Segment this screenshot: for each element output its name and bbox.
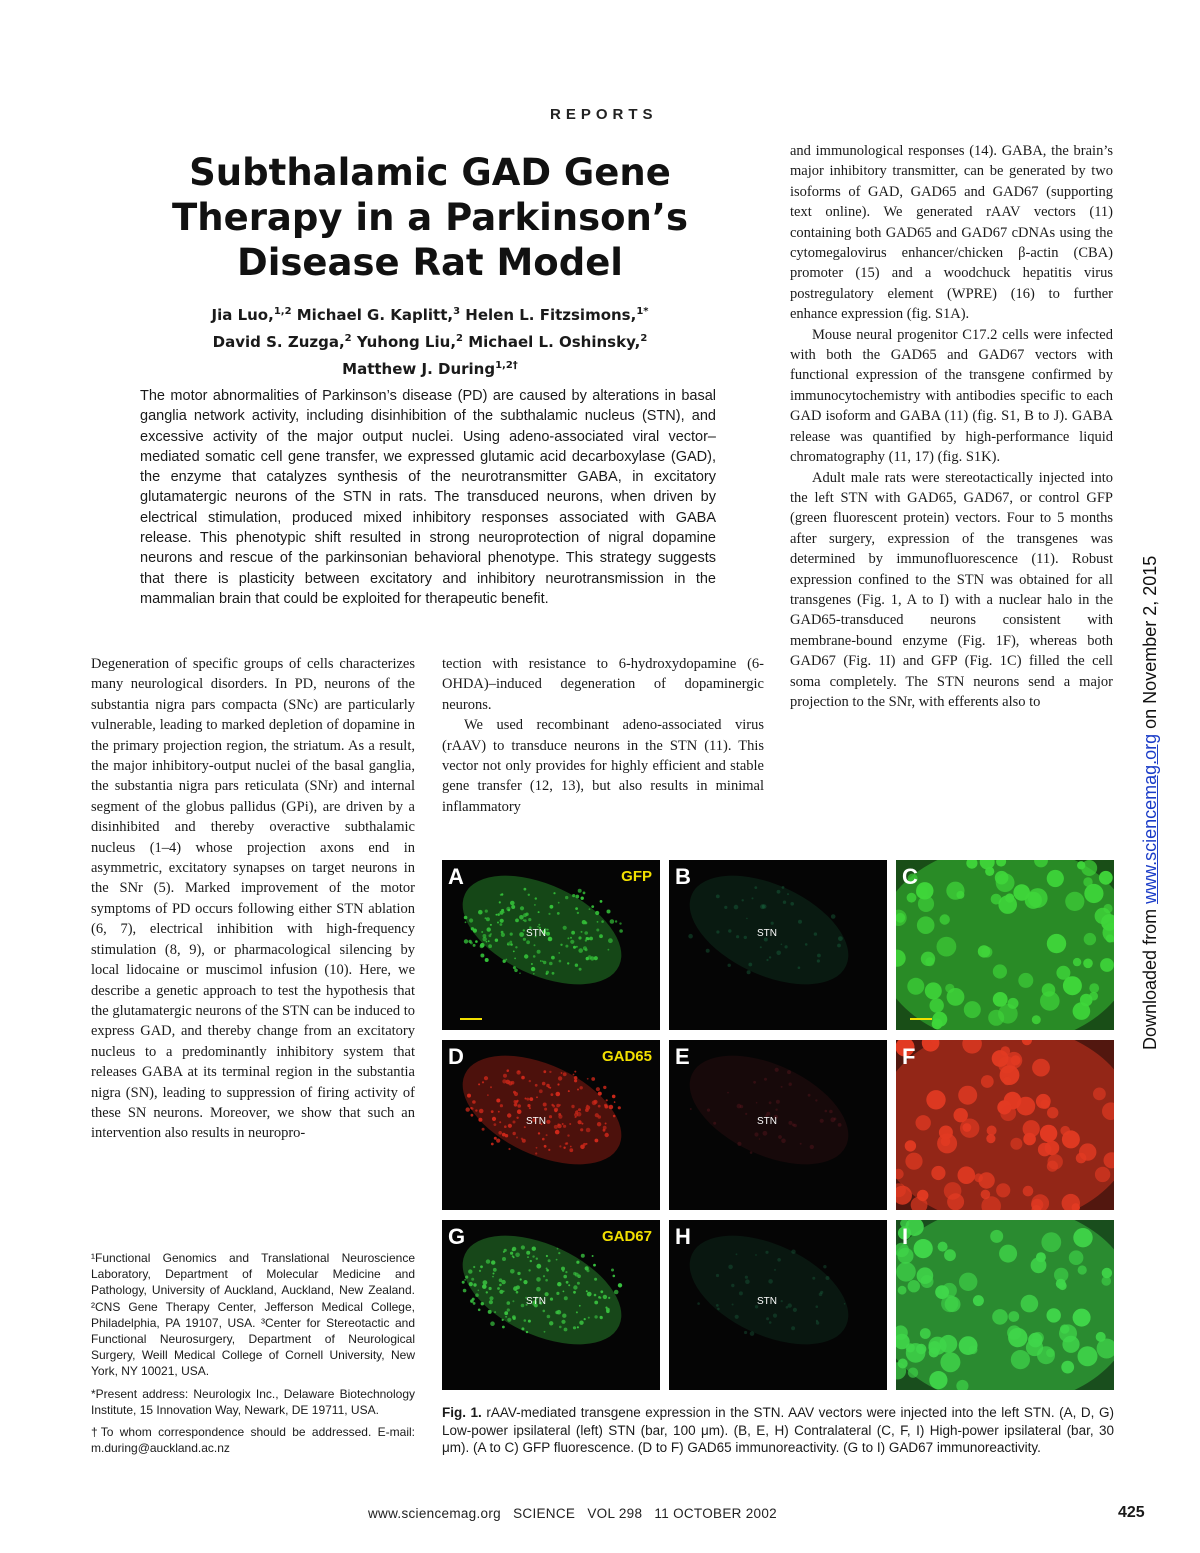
author-affil: 2 (456, 333, 463, 344)
author-affil: 1,2† (495, 360, 518, 371)
panel-label: C (902, 864, 918, 889)
author-name: Michael L. Oshinsky, (462, 333, 641, 351)
author-name: Michael G. Kaplitt, (291, 306, 454, 324)
micrograph-image (442, 860, 660, 1030)
scale-bar (910, 1018, 932, 1020)
panel-label: G (448, 1224, 466, 1249)
panel-label: I (902, 1224, 909, 1249)
panel-label: A (448, 864, 464, 889)
panel-marker-label: GFP (621, 868, 652, 885)
body-paragraph: Mouse neural progenitor C17.2 cells were infected with both the GAD65 and GAD67 vectors with functional expression of the transgene confirmed by immunocytochemistry with antibodies specific to each GAD isoform and GABA (11) (fig. S1, B to J). GABA release was quantified by high-performance liquid chromatography (11, 17) (fig. S1K). (790, 326, 1113, 466)
figure-panel-e (669, 1040, 887, 1210)
present-address: *Present address: Neurologix Inc., Delaware Biotechnology Institute, 15 Innovation Way, Newark, DE 19711, USA. (91, 1386, 415, 1417)
body-paragraph: Degeneration of specific groups of cells characterizes many neurological disorders. In PD, neurons of the substantia nigra pars compacta (SNc) are particularly vulnerable, leading to marked depletion of dopamine in the primary projection region, the striatum. As a result, the major inhibitory-output nuclei of the basal ganglia, the substantia nigra pars reticulata (SNr) and internal segment of the globus pallidus (GPi), are driven by a disinhibited and thereby overactive subthalamic nucleus (1–4) whose projection axons end in asymmetric, excitatory synapses on target neurons in the SNr (5). Marked improvement of the motor symptoms of PD occurs following either STN ablation (6, 7), electrical inhibition with high-frequency stimulation (8, 9), or pharmacological silencing by local lidocaine or muscimol infusion (10). Here, we describe a genetic approach to test the hypothesis that the glutamatergic neurons of the STN can be induced to express GAD, and thereby change from an excitatory nucleus to a predominantly inhibitory system that releases GABA at its terminal region in the substantia nigra (SN), leading to suppression of firing activity of these SN neurons. Moreover, we show that such an intervention also results in neuropro- (91, 656, 415, 1142)
panel-label: D (448, 1044, 464, 1069)
author-name: Matthew J. During (342, 360, 496, 378)
panel-label: F (902, 1044, 916, 1069)
figure-panel-b (669, 860, 887, 1030)
affiliations (91, 1250, 415, 1462)
figure-panel-d (442, 1040, 660, 1210)
micrograph-image (669, 860, 887, 1030)
body-paragraph: Adult male rats were stereotactically injected into the left STN with GAD65, GAD67, or control GFP (green fluorescent protein) vectors. Four to 5 months after surgery, expression of the transgenes was determined by immunofluorescence (11). Robust expression confined to the STN was obtained for all transgenes (Fig. 1, A to I) with a nuclear halo in the GAD65-transduced neurons consistent with membrane-bound enzyme (Fig. 1F), whereas both GAD67 (Fig. 1I) and GFP (Fig. 1C) filled the cell soma completely. The STN neurons send a major projection to the SNr, with efferents also to (790, 469, 1113, 710)
micrograph-image (896, 860, 1114, 1030)
stn-label: STN (757, 1116, 777, 1127)
caption-label: Fig. 1. (442, 1405, 482, 1420)
author-affil: 2 (640, 333, 648, 344)
source-link[interactable]: www.sciencemag.org (1140, 733, 1160, 904)
body-column-2 (442, 654, 764, 817)
stn-label: STN (757, 928, 777, 939)
micrograph-image (669, 1220, 887, 1390)
author-name: Jia Luo, (211, 306, 274, 324)
figure-caption (442, 1404, 1114, 1457)
figure-panel-g (442, 1220, 660, 1390)
author-name: David S. Zuzga, (212, 333, 345, 351)
abstract: The motor abnormalities of Parkinson’s disease (PD) are caused by alterations in basal ganglia network activity, including disinhibition of the subthalamic nucleus (STN), and excessive activity of the major output nuclei. Using adeno-associated viral vector–mediated somatic cell gene transfer, we expressed glutamic acid decarboxylase (GAD), the enzyme that catalyzes synthesis of the neurotransmitter GABA, in excitatory glutamatergic neurons of the STN in rats. The transduced neurons, when driven by electrical stimulation, produced mixed inhibitory responses associated with GABA release. This phenotypic shift resulted in strong neuroprotection of nigral dopamine neurons and rescue of the parkinsonian behavioral phenotype. This strategy suggests that there is plasticity between excitatory and inhibitory neurotransmission in the mammalian brain that could be exploited for therapeutic benefit. (140, 388, 716, 607)
panel-label: H (675, 1224, 691, 1249)
micrograph-image (442, 1220, 660, 1390)
author-affil: 2 (344, 333, 352, 344)
stn-label: STN (526, 1116, 546, 1127)
article-title: Subthalamic GAD Gene Therapy in a Parkinson’s Disease Rat Model (172, 151, 688, 284)
download-notice (1140, 556, 1161, 1050)
body-paragraph: We used recombinant adeno-associated virus (rAAV) to transduce neurons in the STN (11). This vector not only provides for highly efficient and stable gene transfer (12, 13), but also results in minimal inflammatory (442, 717, 764, 815)
author-affil: 1* (636, 306, 649, 317)
body-column-3 (790, 141, 1113, 712)
author-affil: 1,2 (273, 306, 292, 317)
caption-text: rAAV-mediated transgene expression in the STN. AAV vectors were injected into the left STN. (A, D, G) Low-power ipsilateral (left) STN (bar, 100 μm). (B, E, H) Contralateral (C, F, I) High-power ipsilateral (bar, 30 μm). (A to C) GFP fluorescence. (D to F) GAD65 immunoreactivity. (G to I) GAD67 immunoreactivity. (442, 1405, 1114, 1456)
author-affil: 3 (453, 306, 461, 317)
body-column-1 (91, 654, 415, 1144)
affiliation-text: ¹Functional Genomics and Translational Neuroscience Laboratory, Department of Molecular Medicine and Pathology, University of Auckland, Auckland, New Zealand. ²CNS Gene Therapy Center, Jefferson Medical College, Philadelphia, PA 19107, USA. ³Center for Stereotactic and Functional Neurosurgery, Department of Neurological Surgery, Weill Medical College of Cornell University, New York, NY 10021, USA. (91, 1251, 415, 1379)
figure-panel-h (669, 1220, 887, 1390)
panel-marker-label: GAD65 (601, 1048, 652, 1065)
figure-panel-f (896, 1040, 1114, 1210)
page-number: 425 (1118, 1504, 1145, 1521)
download-notice-prefix: Downloaded from (1140, 903, 1160, 1050)
author-line-1 (130, 300, 730, 327)
micrograph-image (896, 1040, 1114, 1210)
download-notice-suffix: on November 2, 2015 (1140, 555, 1160, 734)
scale-bar (460, 1018, 482, 1020)
figure-panel-c (896, 860, 1114, 1030)
author-line-2 (130, 327, 730, 354)
figure-panel-i (896, 1220, 1114, 1390)
micrograph-image (669, 1040, 887, 1210)
correspondence: †To whom correspondence should be addressed. E-mail: m.during@auckland.ac.nz (91, 1425, 415, 1456)
micrograph-image (442, 1040, 660, 1210)
stn-label: STN (757, 1296, 777, 1307)
author-name: Yuhong Liu, (351, 333, 457, 351)
figure-panel-a (442, 860, 660, 1030)
section-label: REPORTS (550, 106, 658, 123)
stn-label: STN (526, 1296, 546, 1307)
footer-journal-info: www.sciencemag.org SCIENCE VOL 298 11 OCTOBER 2002 (368, 1506, 777, 1521)
panel-label: B (675, 864, 691, 889)
micrograph-image (896, 1220, 1114, 1390)
body-paragraph: tection with resistance to 6-hydroxydopamine (6-OHDA)–induced degeneration of dopaminergic neurons. (442, 656, 764, 713)
stn-label: STN (526, 928, 546, 939)
author-list (130, 300, 730, 381)
panel-label: E (675, 1044, 690, 1069)
author-name: Helen L. Fitzsimons, (460, 306, 637, 324)
author-line-3 (130, 354, 730, 381)
body-paragraph: and immunological responses (14). GABA, the brain’s major inhibitory transmitter, can be generated by two isoforms of GAD, GAD65 and GAD67 (supporting text online). We generated rAAV vectors (11) containing both GAD65 and GAD67 cDNAs using the cytomegalovirus enhancer/chicken β-actin (CBA) promoter (15) and a woodchuck hepatitis virus postregulatory element (WPRE) (16) to further enhance expression (fig. S1A). (790, 143, 1113, 323)
panel-marker-label: GAD67 (601, 1228, 652, 1245)
figure-1 (442, 856, 1114, 1394)
